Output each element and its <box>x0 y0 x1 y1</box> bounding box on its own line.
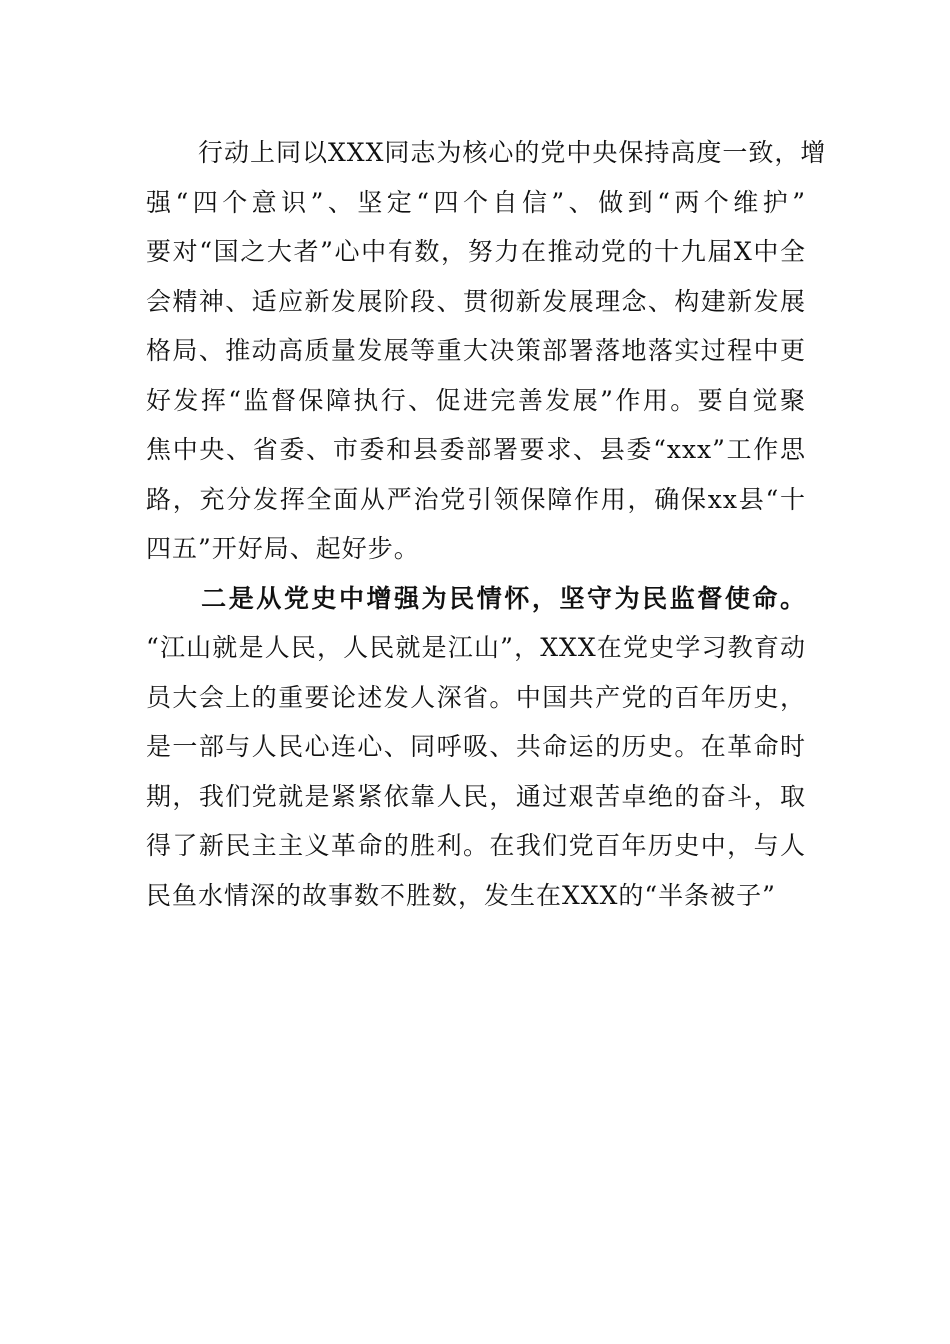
paragraph-line: 得了新民主主义革命的胜利。在我们党百年历史中，与人 <box>146 831 806 860</box>
paragraph-line: 好发挥“监督保障执行、促进完善发展”作用。要自觉聚 <box>146 385 806 415</box>
paragraph-line: 民鱼水情深的故事数不胜数，发生在XXX的“半条被子” <box>146 880 776 910</box>
paragraph-line: 行动上同以XXX同志为核心的党中央保持高度一致，增 <box>146 138 827 167</box>
paragraph-line: 四五”开好局、起好步。 <box>146 534 420 563</box>
paragraph-line: 强“四个意识”、坚定“四个自信”、做到“两个维护” <box>146 187 806 217</box>
paragraph-1 <box>146 128 827 574</box>
paragraph-line: “江山就是人民，人民就是江山”，XXX在党史学习教育动 <box>146 633 806 662</box>
paragraph-line: 焦中央、省委、市委和县委部署要求、县委“xxx”工作思 <box>146 435 806 464</box>
paragraph-line: 期，我们党就是紧紧依靠人民，通过艰苦卓绝的奋斗，取 <box>146 781 806 811</box>
paragraph-line: 员大会上的重要论述发人深省。中国共产党的百年历史， <box>146 682 806 712</box>
section-heading: 二是从党史中增强为民情怀，坚守为民监督使命。 <box>146 583 806 613</box>
paragraph-line: 路，充分发挥全面从严治党引领保障作用，确保xx县“十 <box>146 484 806 514</box>
paragraph-line: 会精神、适应新发展阶段、贯彻新发展理念、构建新发展 <box>146 286 806 316</box>
document-body <box>146 128 827 920</box>
paragraph-line: 要对“国之大者”心中有数，努力在推动党的十九届X中全 <box>146 237 806 266</box>
paragraph-2 <box>146 574 806 921</box>
paragraph-line: 是一部与人民心连心、同呼吸、共命运的历史。在革命时 <box>146 732 806 761</box>
paragraph-line: 格局、推动高质量发展等重大决策部署落地落实过程中更 <box>146 336 806 365</box>
